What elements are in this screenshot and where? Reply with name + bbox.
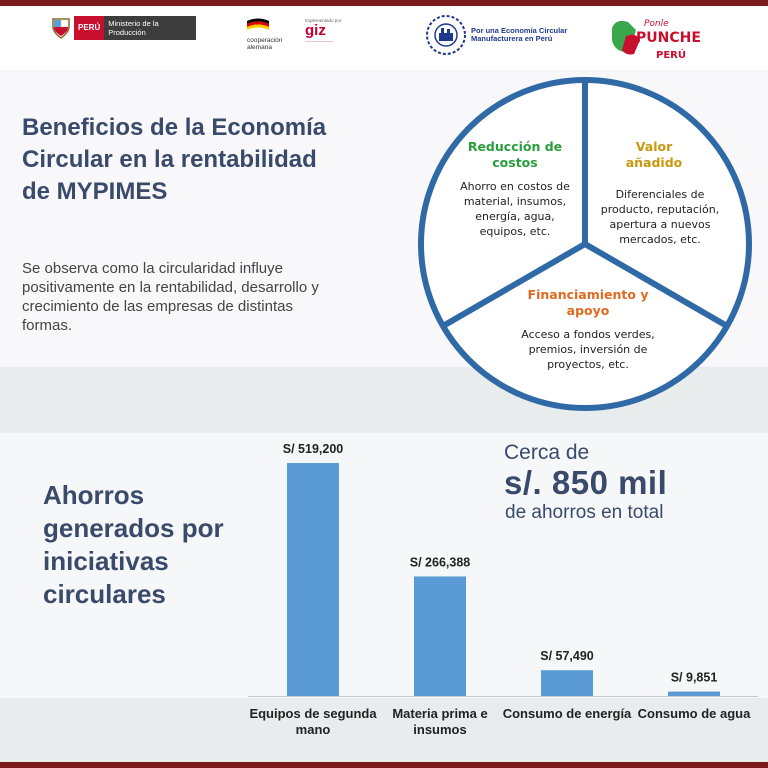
- category-label-4: Consumo de agua: [637, 706, 751, 721]
- mec-label: Por una Economía Circular Manufacturera en Perú: [471, 25, 568, 43]
- savings-title: Ahorros generados por iniciativas circulares: [43, 480, 224, 609]
- segment-financing-heading: Financiamiento y apoyo: [527, 287, 649, 318]
- cooperation-label: cooperación alemana: [247, 37, 283, 51]
- bar-2: [414, 576, 466, 696]
- punche-peru-text: PERÚ: [656, 50, 686, 61]
- segment-added-value-body: Diferenciales de producto, reputación, apertura a nuevos mercados, etc.: [600, 188, 720, 246]
- implemented-by-label: Implementado por: [305, 18, 342, 23]
- category-label-3: Consumo de energía: [502, 706, 632, 721]
- total-value: s/. 850 mil: [504, 464, 668, 501]
- category-label-2: Materia prima e insumos: [392, 706, 488, 737]
- total-suffix: de ahorros en total: [505, 502, 664, 523]
- bar-1: [287, 463, 339, 696]
- segment-cost-reduction-heading: Reducción de costos: [467, 139, 563, 170]
- bar-4: [668, 692, 720, 696]
- benefits-title: Beneficios de la Economía Circular en la rentabilidad de MYPIMES: [22, 114, 327, 205]
- punche-word: PUNCHE: [636, 30, 701, 46]
- category-label-1: Equipos de segunda mano: [249, 706, 377, 737]
- giz-sub-line: ———————: [305, 38, 333, 43]
- segment-added-value-heading: Valor añadido: [625, 139, 683, 170]
- punche-ponle-text: Ponle: [644, 19, 669, 29]
- bar-3: [541, 670, 593, 696]
- ministry-label: Ministerio de la Producción: [104, 16, 196, 40]
- bar-value-label-4: S/ 9,851: [670, 670, 718, 685]
- peru-label: PERÚ: [74, 16, 104, 40]
- total-prefix: Cerca de: [504, 441, 590, 464]
- segment-financing-body: Acceso a fondos verdes, premios, inversión de proyectos, etc.: [521, 328, 655, 371]
- bar-value-label-3: S/ 57,490: [540, 649, 594, 664]
- benefits-description: Se observa como la circularidad influye positivamente en la rentabilidad, desarrollo y crecimiento de las empresas de distintas formas.: [22, 260, 319, 334]
- segment-cost-reduction-body: Ahorro en costos de material, insumos, energía, agua, equipos, etc.: [460, 180, 570, 238]
- bar-value-label-1: S/ 519,200: [282, 442, 344, 456]
- giz-label: giz: [305, 22, 326, 39]
- bar-value-label-2: S/ 266,388: [409, 555, 471, 570]
